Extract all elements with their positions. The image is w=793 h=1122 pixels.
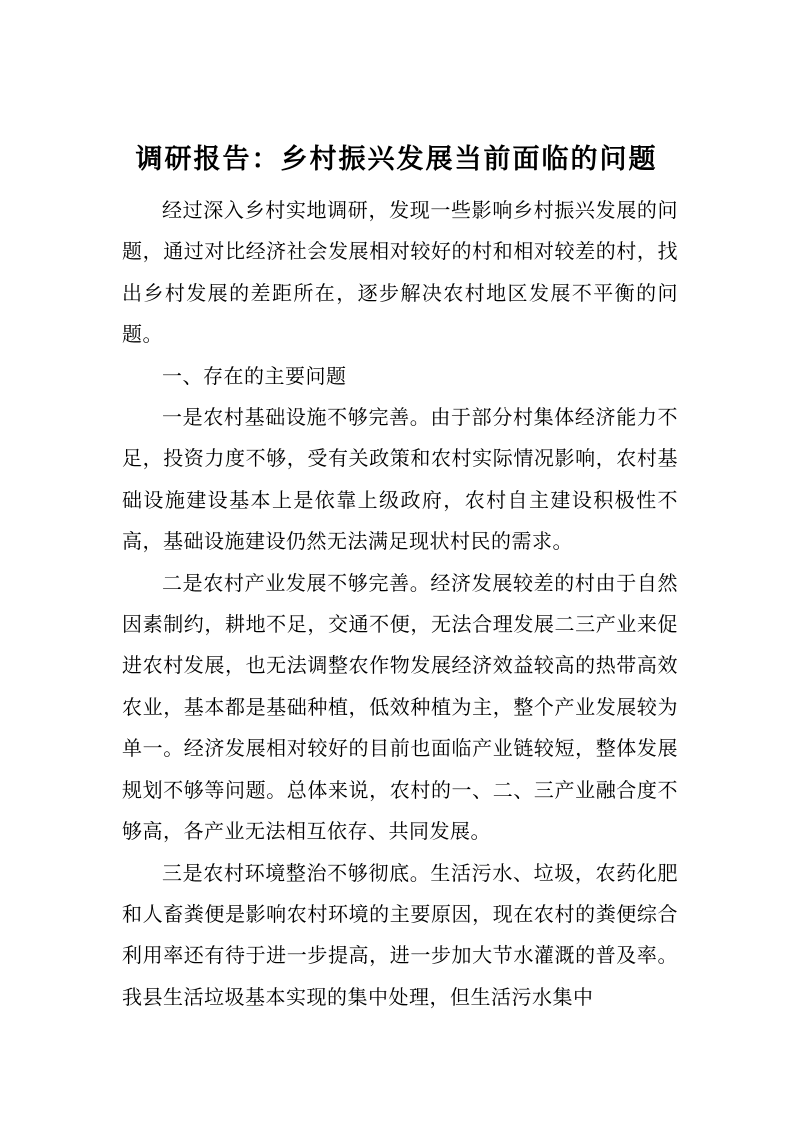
document-body <box>122 190 678 1018</box>
issue-paragraph-industry: 二是农村产业发展不够完善。经济发展较差的村由于自然因素制约，耕地不足，交通不便，无法合理发展二三产业来促进农村发展，也无法调整农作物发展经济效益较高的热带高效农业，基本都是基础种植，低效种植为主，整个产业发展较为单一。经济发展相对较好的目前也面临产业链较短，整体发展规划不够等问题。总体来说，农村的一、二、三产业融合度不够高，各产业无法相互依存、共同发展。 <box>122 570 678 844</box>
intro-paragraph: 经过深入乡村实地调研，发现一些影响乡村振兴发展的问题，通过对比经济社会发展相对较好的村和相对较差的村，找出乡村发展的差距所在，逐步解决农村地区发展不平衡的问题。 <box>122 198 678 347</box>
issue-paragraph-infrastructure: 一是农村基础设施不够完善。由于部分村集体经济能力不足，投资力度不够，受有关政策和农村实际情况影响，农村基础设施建设基本上是依靠上级政府，农村自主建设积极性不高，基础设施建设仍然无法满足现状村民的需求。 <box>122 405 678 554</box>
issue-paragraph-environment: 三是农村环境整治不够彻底。生活污水、垃圾，农药化肥和人畜粪便是影响农村环境的主要原因，现在农村的粪便综合利用率还有待于进一步提高，进一步加大节水灌溉的普及率。我县生活垃圾基本实现的集中处理，但生活污水集中 <box>122 860 678 1009</box>
document-title: 调研报告：乡村振兴发展当前面临的问题 <box>135 144 658 176</box>
section-heading: 一、存在的主要问题 <box>162 363 347 388</box>
